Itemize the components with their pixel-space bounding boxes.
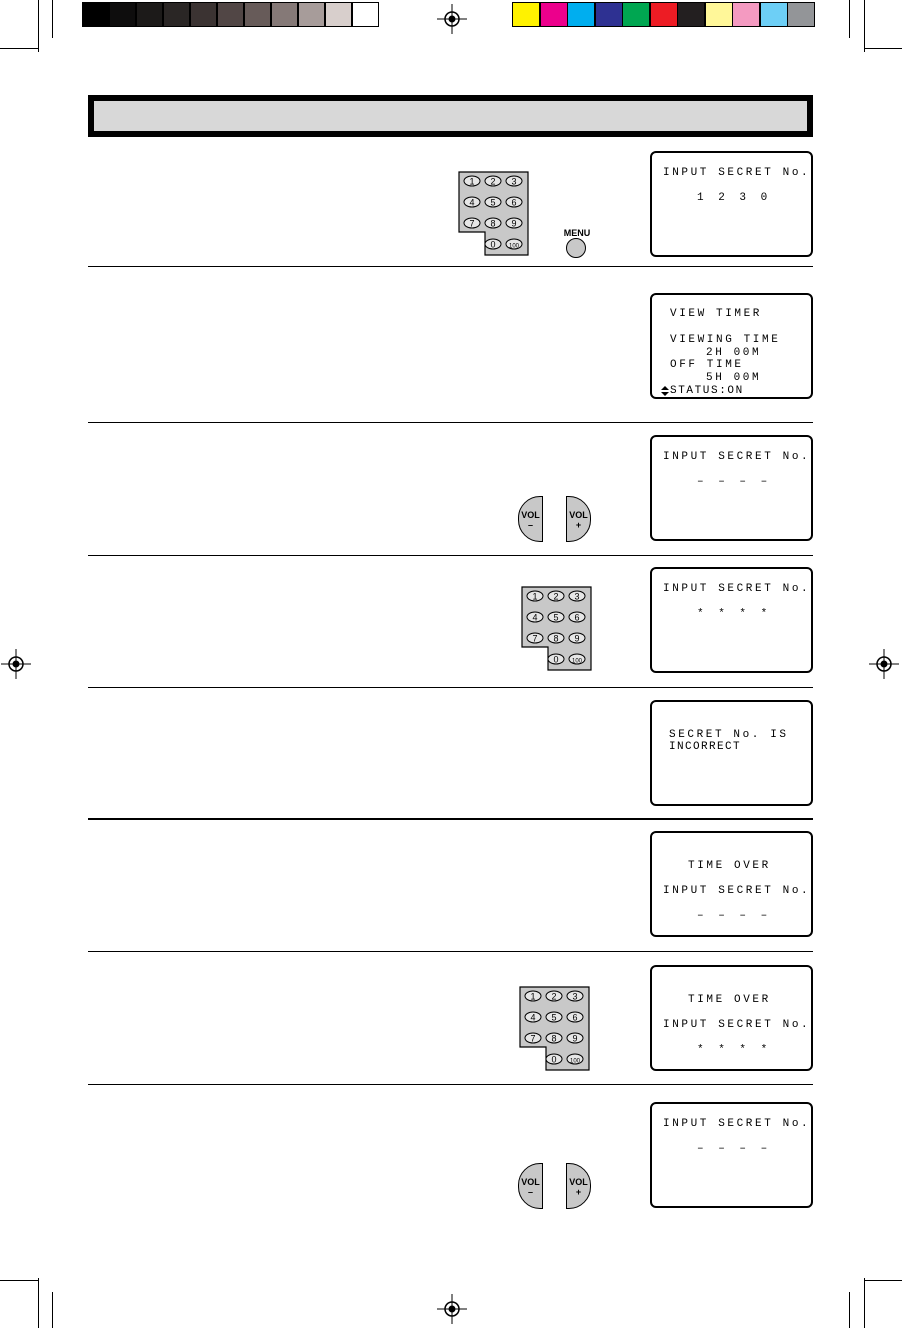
gray-swatch: [82, 2, 109, 27]
osd-screen-time-over-blank: [650, 831, 813, 937]
gray-swatch: [109, 2, 136, 27]
keypad-key-label: 6: [574, 612, 580, 623]
keypad-key-3[interactable]: [567, 991, 583, 1002]
plus-icon: +: [575, 1187, 582, 1197]
volume-word: VOL: [569, 510, 588, 520]
osd-line: SECRET No. IS: [669, 729, 789, 741]
osd-screen-incorrect: [650, 700, 813, 806]
osd-line: * * * *: [697, 1044, 772, 1056]
keypad-key-label: 100: [569, 1058, 581, 1065]
gray-swatch: [271, 2, 298, 27]
keypad-key-label: 8: [490, 218, 496, 229]
row-divider: [88, 555, 813, 556]
volume-word: VOL: [569, 1177, 588, 1187]
keypad-key-5[interactable]: [548, 612, 564, 623]
color-swatch: [787, 2, 815, 27]
menu-button[interactable]: [566, 238, 586, 258]
keypad-key-label: 100: [508, 243, 520, 250]
color-swatch: [650, 2, 678, 27]
osd-screen-time-over-masked: [650, 965, 813, 1071]
gray-swatch: [352, 2, 379, 27]
crop-mark: [864, 1278, 865, 1328]
crop-mark: [0, 48, 38, 49]
volume-down-button[interactable]: [518, 496, 543, 542]
row-divider: [88, 266, 813, 267]
keypad-key-0[interactable]: [485, 239, 501, 250]
osd-line: INPUT SECRET No.: [663, 1019, 811, 1031]
color-swatch: [677, 2, 705, 27]
keypad-key-0[interactable]: [548, 654, 564, 665]
osd-line: INPUT SECRET No.: [663, 167, 811, 179]
osd-line: INPUT SECRET No.: [663, 1118, 811, 1130]
registration-mark-icon: [1, 649, 31, 679]
keypad-key-9[interactable]: [506, 218, 522, 229]
gray-swatch: [163, 2, 190, 27]
osd-line: – – – –: [697, 476, 772, 488]
keypad-key-label: 3: [572, 991, 578, 1002]
color-swatch: [595, 2, 623, 27]
registration-mark-icon: [437, 4, 467, 34]
crop-mark: [38, 1278, 39, 1328]
keypad-key-100[interactable]: [569, 654, 585, 665]
osd-line: 2H 00M: [706, 347, 762, 359]
row-divider: [88, 818, 813, 820]
numeric-keypad[interactable]: [458, 171, 530, 262]
keypad-key-5[interactable]: [485, 197, 501, 208]
crop-mark: [864, 1280, 902, 1281]
keypad-key-label: 6: [511, 197, 517, 208]
numeric-keypad[interactable]: [519, 986, 591, 1077]
osd-line: 1 2 3 0: [697, 192, 772, 204]
osd-line: VIEWING TIME: [670, 334, 781, 346]
keypad-key-9[interactable]: [567, 1033, 583, 1044]
keypad-key-label: 7: [532, 633, 538, 644]
gray-swatch: [325, 2, 352, 27]
keypad-key-label: 2: [551, 991, 557, 1002]
keypad-key-label: 0: [553, 654, 559, 665]
osd-screen-secret-blank: [650, 435, 813, 541]
gray-swatch: [217, 2, 244, 27]
keypad-key-label: 0: [490, 239, 496, 250]
crop-mark: [864, 0, 865, 52]
keypad-key-label: 1: [469, 176, 475, 187]
keypad-key-6[interactable]: [506, 197, 522, 208]
osd-screen-view-timer: [650, 293, 813, 399]
keypad-key-label: 4: [532, 612, 538, 623]
gray-swatch: [244, 2, 271, 27]
keypad-key-100[interactable]: [567, 1054, 583, 1065]
keypad-key-label: 8: [553, 633, 559, 644]
keypad-key-1[interactable]: [464, 176, 480, 187]
gray-swatch: [298, 2, 325, 27]
color-swatch: [622, 2, 650, 27]
up-down-arrow-icon: [661, 386, 669, 396]
osd-line: STATUS:ON: [670, 385, 744, 397]
osd-screen-secret-entered: [650, 151, 813, 257]
keypad-key-label: 0: [551, 1054, 557, 1065]
keypad-key-label: 5: [553, 612, 559, 623]
color-swatch: [512, 2, 540, 27]
volume-word: VOL: [521, 1177, 540, 1187]
section-header-bar: [88, 95, 813, 137]
osd-line: TIME OVER: [688, 994, 771, 1006]
osd-line: INPUT SECRET No.: [663, 451, 811, 463]
keypad-key-label: 100: [571, 658, 583, 665]
section-header-fill: [94, 101, 807, 131]
keypad-key-2[interactable]: [485, 176, 501, 187]
keypad-key-label: 5: [551, 1012, 557, 1023]
keypad-key-6[interactable]: [569, 612, 585, 623]
keypad-key-label: 9: [574, 633, 580, 644]
keypad-key-label: 7: [530, 1033, 536, 1044]
color-swatch: [567, 2, 595, 27]
row-divider: [88, 422, 813, 423]
color-swatch: [732, 2, 760, 27]
osd-line: TIME OVER: [688, 860, 771, 872]
minus-icon: –: [527, 520, 533, 530]
keypad-key-8[interactable]: [546, 1033, 562, 1044]
keypad-key-label: 1: [532, 591, 538, 602]
numeric-keypad[interactable]: [521, 586, 593, 677]
keypad-key-4[interactable]: [525, 1012, 541, 1023]
minus-icon: –: [527, 1187, 533, 1197]
volume-up-button[interactable]: [566, 1163, 591, 1209]
volume-down-button[interactable]: [518, 1163, 543, 1209]
osd-line: – – – –: [697, 910, 772, 922]
osd-line: INPUT SECRET No.: [663, 885, 811, 897]
keypad-key-label: 9: [511, 218, 517, 229]
crop-mark: [849, 0, 850, 38]
plus-icon: +: [575, 520, 582, 530]
keypad-key-9[interactable]: [569, 633, 585, 644]
color-swatch: [760, 2, 788, 27]
keypad-key-4[interactable]: [464, 197, 480, 208]
keypad-key-3[interactable]: [569, 591, 585, 602]
keypad-key-8[interactable]: [548, 633, 564, 644]
keypad-key-8[interactable]: [485, 218, 501, 229]
keypad-key-label: 3: [574, 591, 580, 602]
crop-mark: [849, 1292, 850, 1328]
keypad-key-label: 4: [530, 1012, 536, 1023]
osd-line: – – – –: [697, 1143, 772, 1155]
keypad-key-6[interactable]: [567, 1012, 583, 1023]
keypad-graphic: [519, 986, 591, 1072]
keypad-key-label: 9: [572, 1033, 578, 1044]
crop-mark: [52, 1292, 53, 1328]
menu-button-label: MENU: [563, 228, 591, 238]
keypad-key-7[interactable]: [527, 633, 543, 644]
keypad-graphic: [521, 586, 593, 672]
gray-swatch: [136, 2, 163, 27]
volume-word: VOL: [521, 510, 540, 520]
registration-mark-icon: [869, 649, 899, 679]
keypad-key-1[interactable]: [525, 991, 541, 1002]
row-divider: [88, 1084, 813, 1085]
row-divider: [88, 687, 813, 688]
keypad-key-label: 3: [511, 176, 517, 187]
keypad-key-label: 4: [469, 197, 475, 208]
row-divider: [88, 951, 813, 952]
crop-mark: [864, 48, 902, 49]
keypad-key-100[interactable]: [506, 239, 522, 250]
keypad-key-1[interactable]: [527, 591, 543, 602]
osd-line: INPUT SECRET No.: [663, 583, 811, 595]
keypad-key-2[interactable]: [546, 991, 562, 1002]
keypad-key-3[interactable]: [506, 176, 522, 187]
color-swatch: [705, 2, 733, 27]
keypad-graphic: [458, 171, 530, 257]
keypad-key-7[interactable]: [525, 1033, 541, 1044]
gray-swatch: [190, 2, 217, 27]
keypad-key-0[interactable]: [546, 1054, 562, 1065]
crop-mark: [52, 0, 53, 38]
keypad-key-label: 2: [490, 176, 496, 187]
volume-up-button[interactable]: [566, 496, 591, 542]
osd-line: VIEW TIMER: [670, 308, 763, 320]
keypad-key-label: 5: [490, 197, 496, 208]
registration-mark-icon: [437, 1294, 467, 1324]
keypad-key-label: 1: [530, 991, 536, 1002]
osd-line: 5H 00M: [706, 372, 762, 384]
keypad-key-label: 2: [553, 591, 559, 602]
keypad-key-label: 7: [469, 218, 475, 229]
keypad-key-4[interactable]: [527, 612, 543, 623]
keypad-key-2[interactable]: [548, 591, 564, 602]
osd-screen-secret-blank-2: [650, 1102, 813, 1208]
osd-line: INCORRECT: [669, 741, 742, 753]
color-swatch: [540, 2, 568, 27]
crop-mark: [38, 0, 39, 52]
keypad-key-5[interactable]: [546, 1012, 562, 1023]
crop-mark: [0, 1280, 38, 1281]
keypad-key-label: 8: [551, 1033, 557, 1044]
osd-line: OFF TIME: [670, 359, 744, 371]
keypad-key-label: 6: [572, 1012, 578, 1023]
osd-screen-secret-masked: [650, 567, 813, 673]
keypad-key-7[interactable]: [464, 218, 480, 229]
osd-line: * * * *: [697, 608, 772, 620]
